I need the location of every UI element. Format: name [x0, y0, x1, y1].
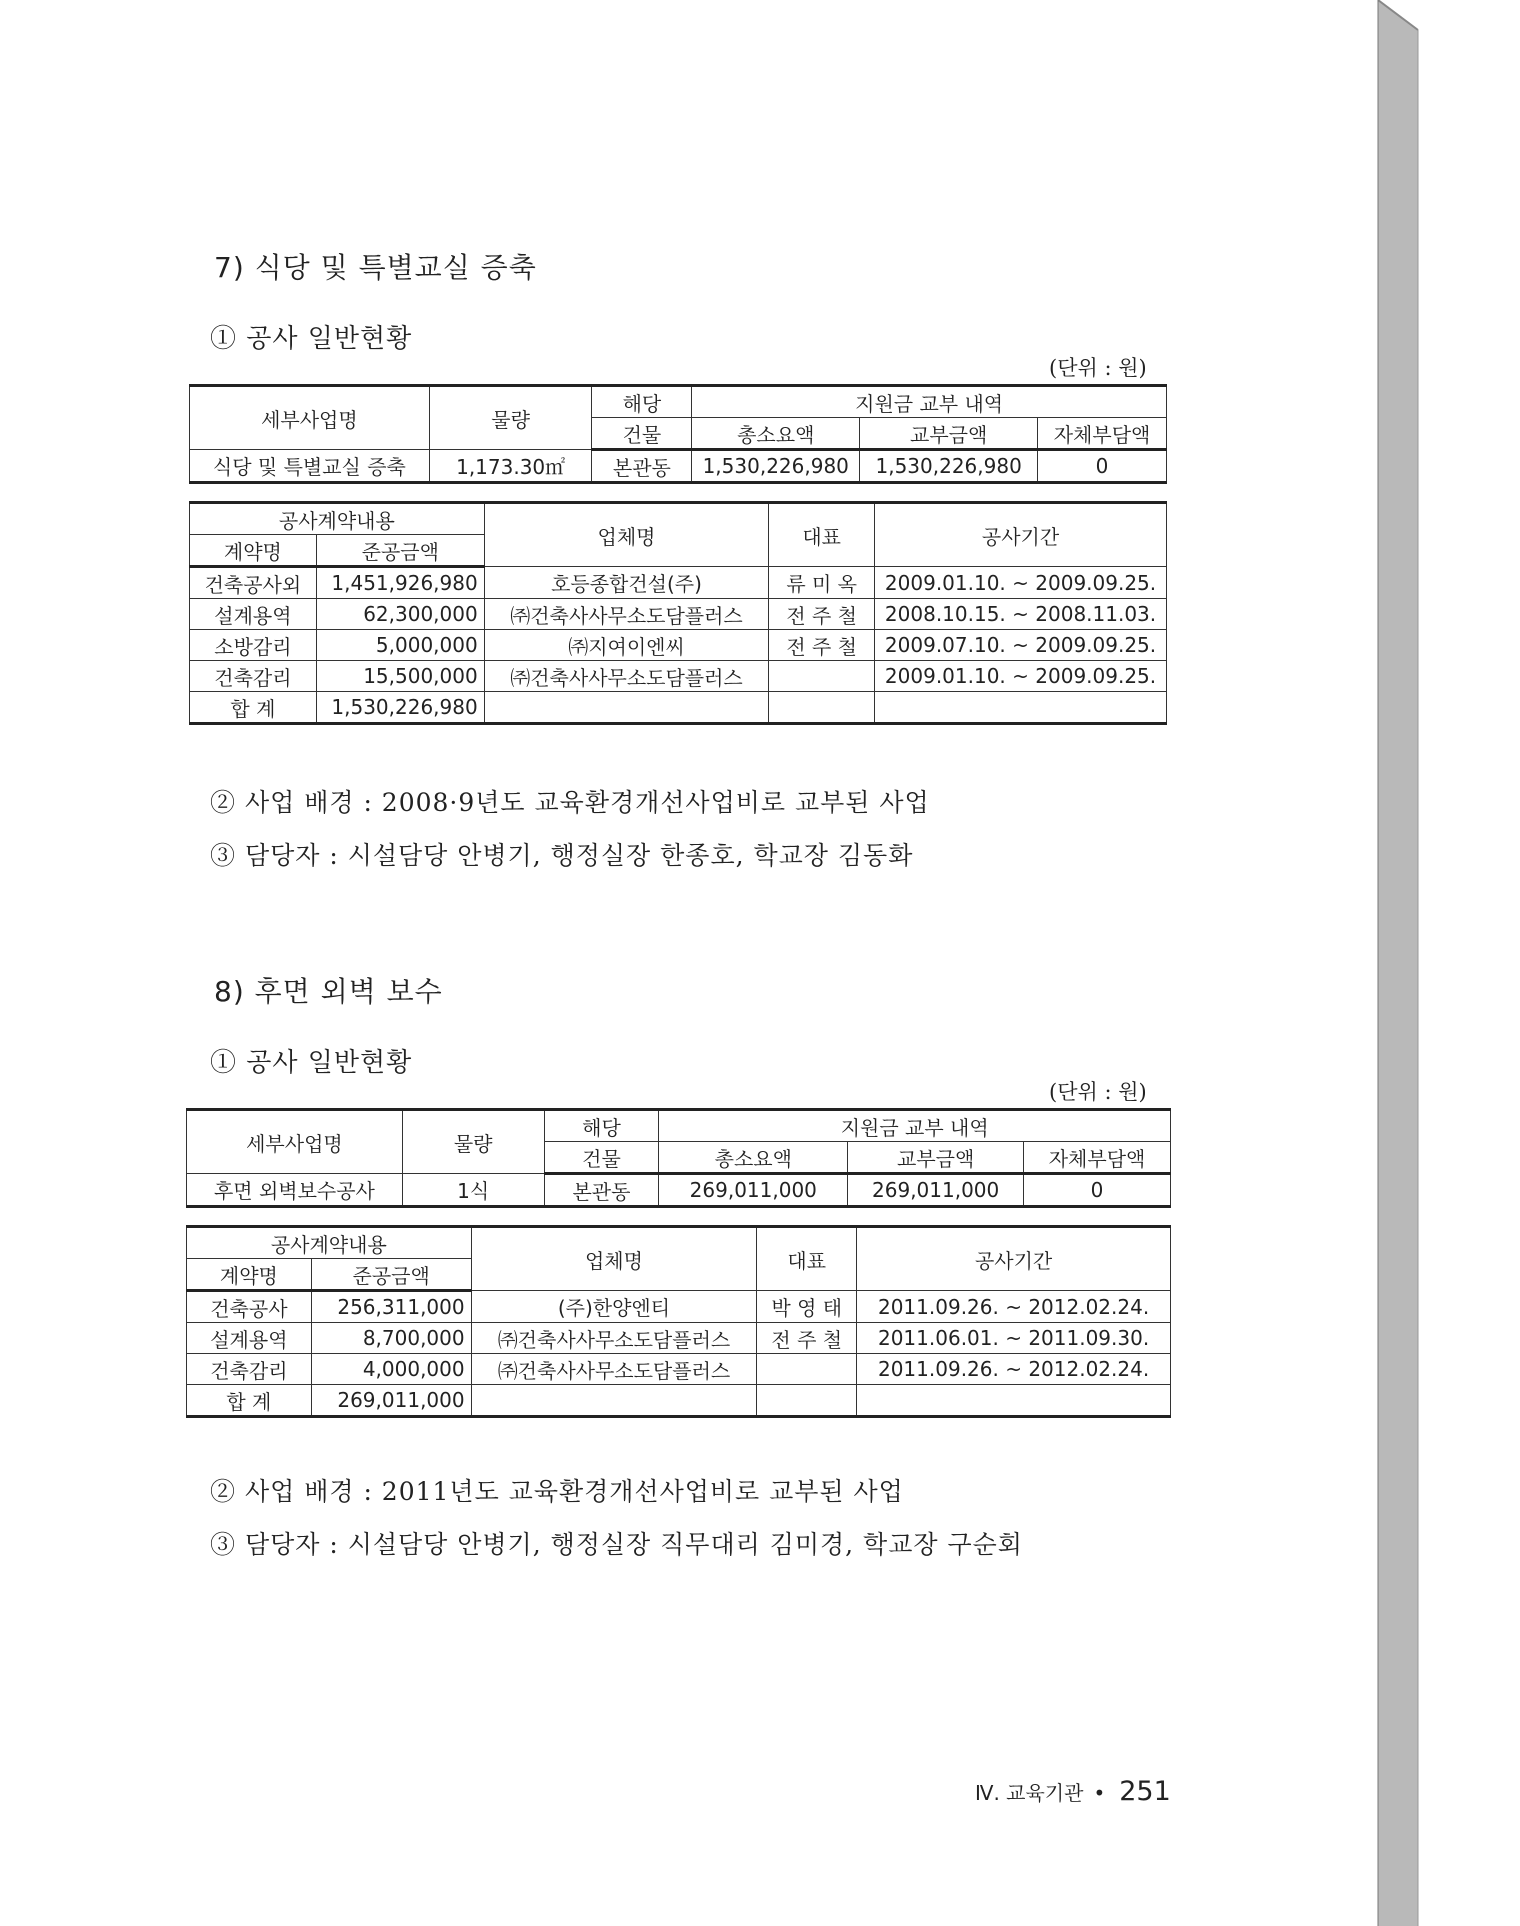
cell-company: 호등종합건설(주) [484, 567, 769, 599]
cell-total-required: 1,530,226,980 [692, 450, 860, 483]
section-8-subheading: ① 공사 일반현황 [210, 1048, 413, 1078]
cell-amount: 1,451,926,980 [316, 567, 484, 599]
chapter-label: Ⅳ. 교육기관 [975, 1781, 1084, 1805]
cell-company: ㈜건축사사무소도담플러스 [484, 661, 769, 692]
cell-total-amount: 269,011,000 [311, 1385, 471, 1417]
table-row [190, 450, 1167, 483]
header-self-burden: 자체부담액 [1038, 418, 1167, 450]
cell-amount: 256,311,000 [311, 1291, 471, 1323]
cell-contract-type: 건축공사외 [190, 567, 317, 599]
cell-representative [769, 661, 875, 692]
table-row [187, 1354, 1171, 1385]
cell-contract-type: 설계용역 [187, 1323, 312, 1354]
cell-company: (주)한양엔티 [471, 1291, 757, 1323]
section-8-staff-note: ③ 담당자 : 시설담당 안병기, 행정실장 직무대리 김미경, 학교장 구순회 [210, 1530, 1023, 1559]
header-project-name: 세부사업명 [187, 1110, 403, 1174]
header-period: 공사기간 [875, 503, 1167, 567]
cell-empty [757, 1385, 857, 1417]
cell-grant-amount: 269,011,000 [848, 1174, 1024, 1207]
section-8-general-table [186, 1108, 1171, 1208]
section-7-background-note: ② 사업 배경 : 2008·9년도 교육환경개선사업비로 교부된 사업 [210, 788, 930, 817]
cell-representative: 전 주 철 [757, 1323, 857, 1354]
cell-empty [471, 1385, 757, 1417]
table-row [190, 599, 1167, 630]
cell-representative: 전 주 철 [769, 599, 875, 630]
cell-building: 본관동 [592, 450, 692, 483]
cell-contract-type: 건축공사 [187, 1291, 312, 1323]
cell-representative [757, 1354, 857, 1385]
header-contract-content: 공사계약내용 [187, 1227, 472, 1259]
header-building-line1: 해당 [544, 1110, 659, 1142]
cell-self-burden: 0 [1038, 450, 1167, 483]
cell-self-burden: 0 [1024, 1174, 1171, 1207]
table-row [190, 630, 1167, 661]
cell-amount: 62,300,000 [316, 599, 484, 630]
header-contract-type: 계약명 [190, 535, 317, 567]
cell-contract-type: 소방감리 [190, 630, 317, 661]
cell-empty [875, 692, 1167, 724]
cell-total-label: 합 계 [190, 692, 317, 724]
cell-period: 2008.10.15. ~ 2008.11.03. [875, 599, 1167, 630]
cell-period: 2011.09.26. ~ 2012.02.24. [857, 1354, 1171, 1385]
book-edge-decoration [1370, 0, 1520, 1926]
table-row [187, 1174, 1171, 1207]
cell-project-name: 식당 및 특별교실 증축 [190, 450, 430, 483]
header-support-details: 지원금 교부 내역 [659, 1110, 1171, 1142]
header-contract-content: 공사계약내용 [190, 503, 485, 535]
header-completion-amount: 준공금액 [311, 1259, 471, 1291]
cell-period: 2009.01.10. ~ 2009.09.25. [875, 661, 1167, 692]
cell-company: ㈜건축사사무소도담플러스 [484, 599, 769, 630]
cell-representative: 전 주 철 [769, 630, 875, 661]
header-quantity: 물량 [429, 386, 592, 450]
cell-company: ㈜건축사사무소도담플러스 [471, 1354, 757, 1385]
cell-contract-type: 건축감리 [187, 1354, 312, 1385]
cell-contract-type: 건축감리 [190, 661, 317, 692]
header-company: 업체명 [471, 1227, 757, 1291]
cell-grant-amount: 1,530,226,980 [860, 450, 1038, 483]
cell-period: 2011.09.26. ~ 2012.02.24. [857, 1291, 1171, 1323]
cell-amount: 8,700,000 [311, 1323, 471, 1354]
cell-total-amount: 1,530,226,980 [316, 692, 484, 724]
section-8-contract-table [186, 1225, 1171, 1418]
cell-company: ㈜지여이엔씨 [484, 630, 769, 661]
header-total-required: 총소요액 [659, 1142, 848, 1174]
cell-total-required: 269,011,000 [659, 1174, 848, 1207]
section-7-title: 7) 식당 및 특별교실 증축 [214, 251, 537, 284]
cell-period: 2009.07.10. ~ 2009.09.25. [875, 630, 1167, 661]
header-building-line1: 해당 [592, 386, 692, 418]
header-total-required: 총소요액 [692, 418, 860, 450]
header-period: 공사기간 [857, 1227, 1171, 1291]
cell-quantity: 1식 [402, 1174, 544, 1207]
table-total-row [190, 692, 1167, 724]
cell-empty [484, 692, 769, 724]
table-row [187, 1291, 1171, 1323]
table-row [190, 661, 1167, 692]
cell-contract-type: 설계용역 [190, 599, 317, 630]
header-self-burden: 자체부담액 [1024, 1142, 1171, 1174]
header-project-name: 세부사업명 [190, 386, 430, 450]
cell-project-name: 후면 외벽보수공사 [187, 1174, 403, 1207]
section-7-staff-note: ③ 담당자 : 시설담당 안병기, 행정실장 한종호, 학교장 김동화 [210, 841, 914, 870]
cell-representative: 박 영 태 [757, 1291, 857, 1323]
table-row [187, 1323, 1171, 1354]
header-building-line2: 건물 [592, 418, 692, 450]
cell-company: ㈜건축사사무소도담플러스 [471, 1323, 757, 1354]
page-footer [975, 1776, 1171, 1807]
cell-total-label: 합 계 [187, 1385, 312, 1417]
header-quantity: 물량 [402, 1110, 544, 1174]
header-representative: 대표 [769, 503, 875, 567]
cell-period: 2009.01.10. ~ 2009.09.25. [875, 567, 1167, 599]
section-7-subheading: ① 공사 일반현황 [210, 324, 413, 354]
header-grant-amount: 교부금액 [848, 1142, 1024, 1174]
cell-amount: 15,500,000 [316, 661, 484, 692]
cell-representative: 류 미 옥 [769, 567, 875, 599]
cell-amount: 4,000,000 [311, 1354, 471, 1385]
header-grant-amount: 교부금액 [860, 418, 1038, 450]
section-8-title: 8) 후면 외벽 보수 [214, 975, 443, 1008]
table-total-row [187, 1385, 1171, 1417]
cell-quantity: 1,173.30㎡ [429, 450, 592, 483]
header-building-line2: 건물 [544, 1142, 659, 1174]
page-number: 251 [1119, 1776, 1171, 1807]
header-completion-amount: 준공금액 [316, 535, 484, 567]
table-row [190, 567, 1167, 599]
cell-building: 본관동 [544, 1174, 659, 1207]
header-support-details: 지원금 교부 내역 [692, 386, 1167, 418]
bullet-separator-icon: • [1093, 1781, 1106, 1805]
header-company: 업체명 [484, 503, 769, 567]
section-7-unit-label: (단위 : 원) [1049, 356, 1147, 380]
section-7-contract-table [189, 501, 1167, 725]
section-8-background-note: ② 사업 배경 : 2011년도 교육환경개선사업비로 교부된 사업 [210, 1477, 904, 1506]
cell-empty [857, 1385, 1171, 1417]
header-representative: 대표 [757, 1227, 857, 1291]
cell-period: 2011.06.01. ~ 2011.09.30. [857, 1323, 1171, 1354]
header-contract-type: 계약명 [187, 1259, 312, 1291]
section-7-general-table [189, 384, 1167, 484]
cell-empty [769, 692, 875, 724]
section-8-unit-label: (단위 : 원) [1049, 1080, 1147, 1104]
cell-amount: 5,000,000 [316, 630, 484, 661]
